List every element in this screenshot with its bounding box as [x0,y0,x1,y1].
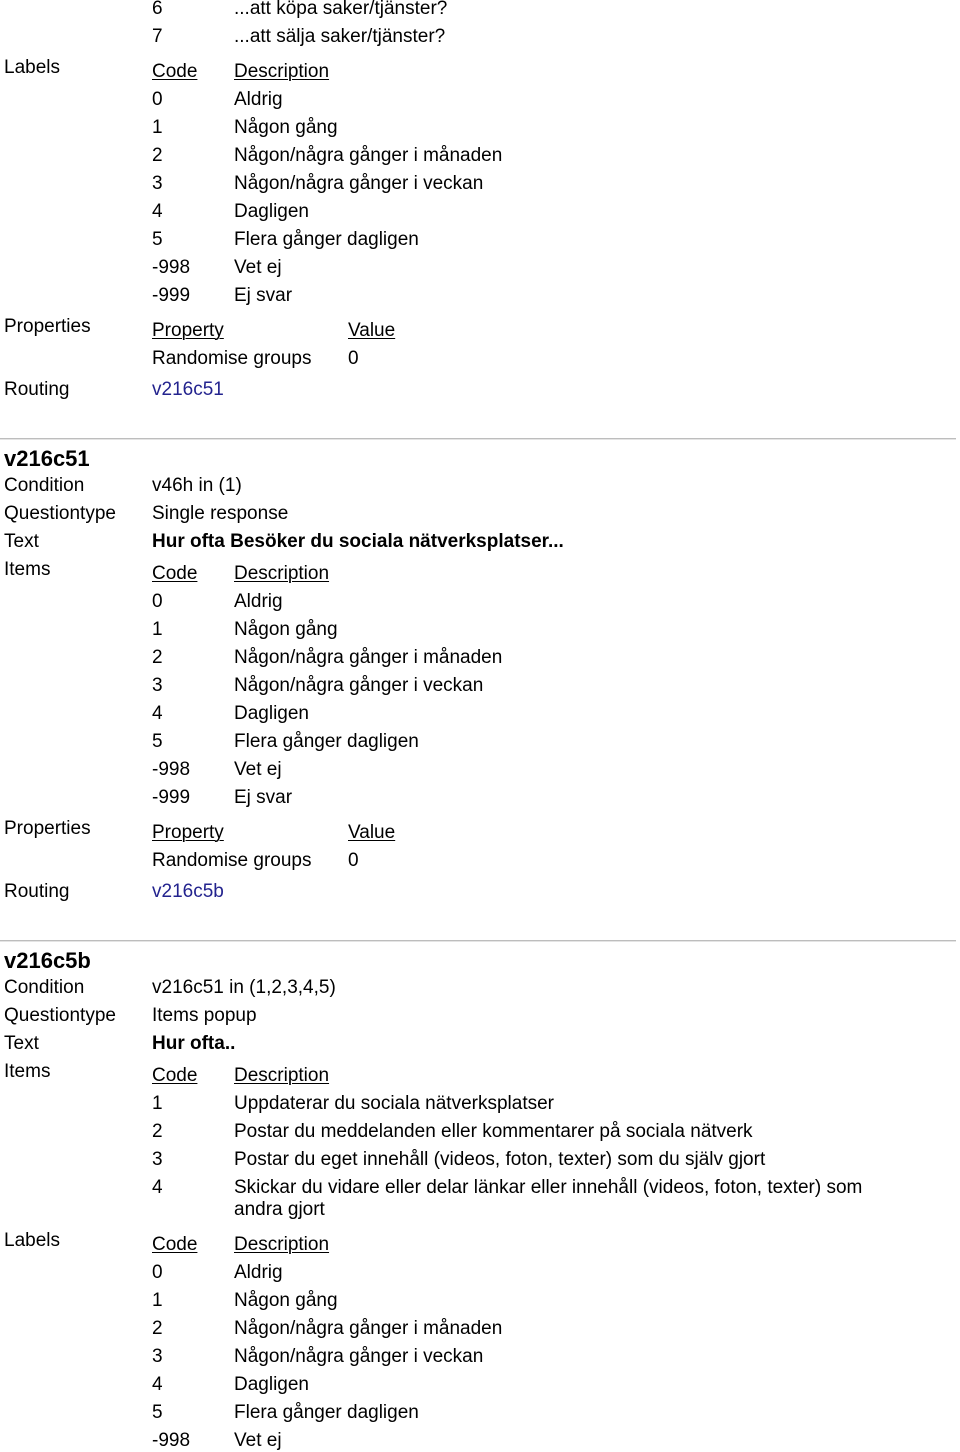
label-row [152,1287,889,1315]
questiontype-value: Items popup [152,1005,257,1026]
labels-label: Labels [4,57,60,78]
condition-label: Condition [4,977,85,998]
label-code: 3 [152,1346,163,1367]
label-row [152,1315,889,1343]
label-description: Vet ej [234,1430,282,1451]
item-row [152,644,889,672]
label-description: Någon gång [234,1290,338,1311]
text-label: Text [4,1033,39,1054]
labels-field [0,1227,956,1452]
label-row [152,198,889,226]
properties-label: Properties [4,818,91,839]
routing-link[interactable]: v216c51 [152,379,224,400]
property-column-header: Property [152,822,224,843]
labels-label: Labels [4,1230,60,1251]
items-table [152,1058,889,1227]
label-code: -999 [152,285,191,306]
labels-table [152,54,889,313]
item-code: 2 [152,647,163,668]
section-divider [0,438,956,440]
condition-value: v216c51 in (1,2,3,4,5) [152,977,336,998]
item-row [152,672,889,700]
questiontype-field [0,1002,956,1030]
item-row [152,784,889,812]
item-code: -998 [152,759,191,780]
items-field [0,1058,956,1227]
item-description: Dagligen [234,703,309,724]
label-row [152,86,889,114]
label-row [152,254,889,282]
questiontype-field [0,500,956,528]
label-description: Flera gånger dagligen [234,229,419,250]
item-row [152,23,956,51]
item-code: 2 [152,1121,163,1142]
previous-question-fragment [0,0,956,404]
label-code: 2 [152,145,163,166]
properties-table [152,313,408,376]
items-label: Items [4,1061,51,1082]
label-code: 1 [152,1290,163,1311]
description-column-header: Description [234,1065,330,1086]
label-row [152,1371,889,1399]
items-header-row [152,1062,889,1090]
label-code: 3 [152,173,163,194]
routing-value [152,376,224,404]
item-code: 3 [152,675,163,696]
item-code: 5 [152,731,163,752]
condition-field [0,974,956,1002]
item-description: ...att köpa saker/tjänster? [234,0,448,19]
property-value: 0 [348,348,359,369]
property-name: Randomise groups [152,850,312,871]
property-column-header: Property [152,320,224,341]
label-row [152,1343,889,1371]
properties-header-row [152,317,408,345]
condition-value: v46h in (1) [152,475,242,496]
question-id-heading: v216c51 [4,446,90,471]
label-code: 4 [152,1374,163,1395]
routing-link[interactable]: v216c5b [152,881,224,902]
label-code: 0 [152,1262,163,1283]
label-code: 2 [152,1318,163,1339]
labels-header-row [152,58,889,86]
item-code: 1 [152,619,163,640]
routing-label: Routing [4,881,70,902]
item-description: Någon/några gånger i veckan [234,675,484,696]
item-description: Ej svar [234,787,293,808]
label-row [152,282,889,310]
labels-header-row [152,1231,889,1259]
questiontype-label: Questiontype [4,1005,116,1026]
routing-label: Routing [4,379,70,400]
item-code: 6 [152,0,163,19]
label-row [152,1427,889,1452]
label-description: Ej svar [234,285,293,306]
text-label: Text [4,531,39,552]
text-field [0,528,956,556]
item-description: Postar du eget innehåll (videos, foton, texter) som du själv gjort [234,1149,766,1170]
item-code: 7 [152,26,163,47]
labels-field [0,54,956,313]
code-column-header: Code [152,1234,198,1255]
question-block-v216c51 [0,445,956,906]
label-row [152,1399,889,1427]
item-row [152,1146,889,1174]
item-code: 4 [152,703,163,724]
label-row [152,170,889,198]
items-label: Items [4,559,51,580]
question-block-v216c5b [0,947,956,1452]
label-description: Någon/några gånger i månaden [234,1318,503,1339]
property-row [152,345,408,373]
section-divider [0,940,956,942]
item-description: Någon/några gånger i månaden [234,647,503,668]
question-text: Hur ofta.. [152,1033,236,1054]
label-description: Dagligen [234,1374,309,1395]
label-description: Någon/några gånger i månaden [234,145,503,166]
label-description: Aldrig [234,1262,283,1283]
code-column-header: Code [152,1065,198,1086]
label-code: 1 [152,117,163,138]
routing-field [0,878,956,906]
properties-table [152,815,408,878]
properties-field [0,815,956,878]
label-code: -998 [152,257,191,278]
property-row [152,847,408,875]
questiontype-label: Questiontype [4,503,116,524]
label-description: Vet ej [234,257,282,278]
label-code: 5 [152,1402,163,1423]
routing-field [0,376,956,404]
item-description: Aldrig [234,591,283,612]
label-row [152,142,889,170]
labels-table [152,1227,889,1452]
item-row [152,616,889,644]
routing-value [152,878,224,906]
item-description: Flera gånger dagligen [234,731,419,752]
item-row [152,588,889,616]
items-field [0,556,956,815]
item-description: Uppdaterar du sociala nätverksplatser [234,1093,555,1114]
label-description: Aldrig [234,89,283,110]
description-column-header: Description [234,563,330,584]
label-code: -998 [152,1430,191,1451]
item-description: Postar du meddelanden eller kommentarer på sociala nätverk [234,1121,753,1142]
label-description: Någon/några gånger i veckan [234,1346,484,1367]
item-row [152,728,889,756]
code-column-header: Code [152,563,198,584]
label-code: 5 [152,229,163,250]
code-column-header: Code [152,61,198,82]
value-column-header: Value [348,822,396,843]
item-row [152,1090,889,1118]
label-row [152,114,889,142]
item-description: Vet ej [234,759,282,780]
item-description: Någon gång [234,619,338,640]
items-header-row [152,560,889,588]
item-code: 4 [152,1177,163,1198]
item-row [152,700,889,728]
item-row [152,756,889,784]
item-code: 3 [152,1149,163,1170]
questiontype-value: Single response [152,503,289,524]
description-column-header: Description [234,1234,330,1255]
condition-label: Condition [4,475,85,496]
label-description: Dagligen [234,201,309,222]
item-code: -999 [152,787,191,808]
label-row [152,226,889,254]
property-name: Randomise groups [152,348,312,369]
label-description: Någon gång [234,117,338,138]
question-id-heading: v216c5b [4,948,91,973]
items-table-tail [152,0,956,54]
properties-header-row [152,819,408,847]
label-description: Flera gånger dagligen [234,1402,419,1423]
items-table [152,556,889,815]
item-row [152,1118,889,1146]
item-code: 1 [152,1093,163,1114]
label-row [152,1259,889,1287]
item-description: ...att sälja saker/tjänster? [234,26,446,47]
condition-field [0,472,956,500]
item-code: 0 [152,591,163,612]
label-description: Någon/några gånger i veckan [234,173,484,194]
text-field [0,1030,956,1058]
question-text: Hur ofta Besöker du sociala nätverksplatser... [152,531,564,552]
item-row [152,1174,889,1224]
item-row [152,0,956,23]
value-column-header: Value [348,320,396,341]
description-column-header: Description [234,61,330,82]
properties-label: Properties [4,316,91,337]
label-code: 4 [152,201,163,222]
label-code: 0 [152,89,163,110]
property-value: 0 [348,850,359,871]
properties-field [0,313,956,376]
item-description: Skickar du vidare eller delar länkar eller innehåll (videos, foton, texter) som andra gjort [234,1177,863,1220]
